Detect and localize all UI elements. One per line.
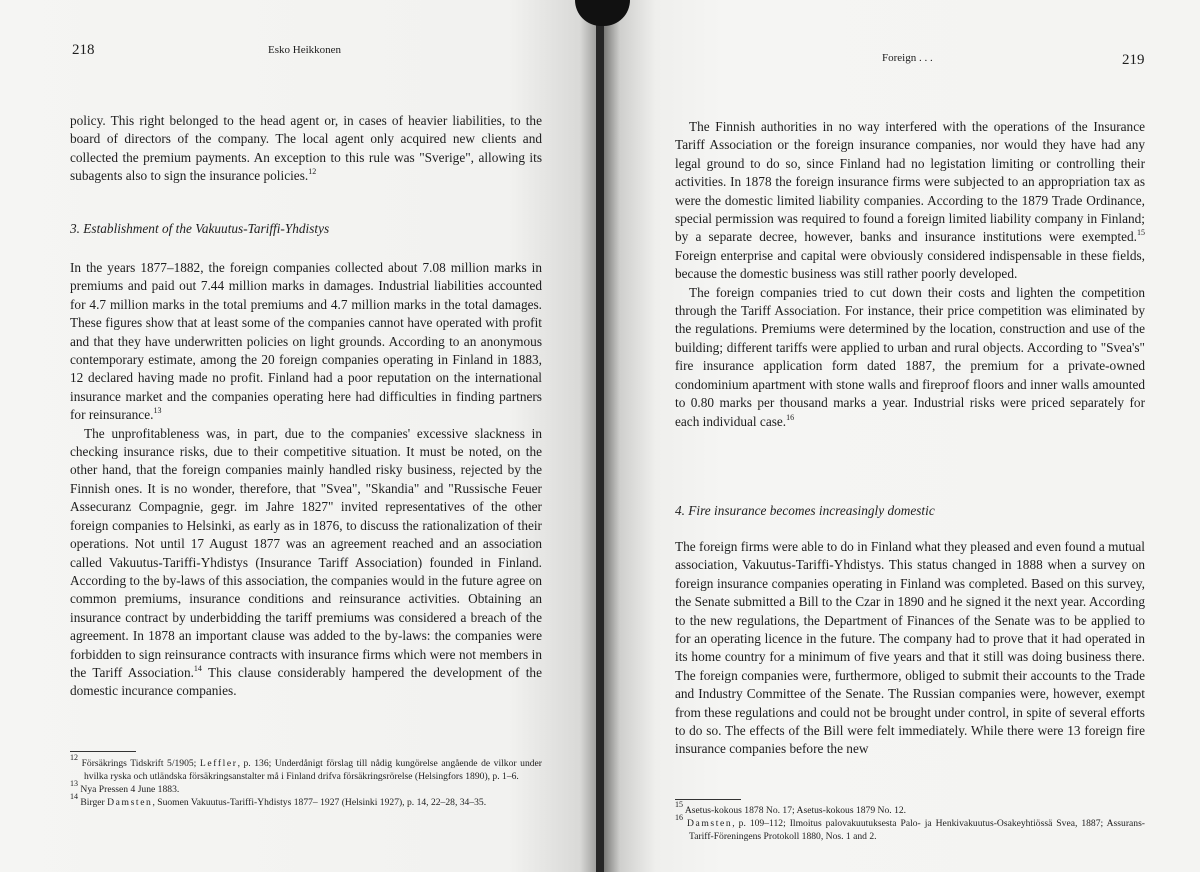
page-number-left: 218 [72, 42, 95, 58]
footnote-14: $^{14}$ Birger Damsten, Suomen Vakuutus-Tariffi-Yhdistys 1877– 1927 (Helsinki 1927), p. 14, 22–28, 34–35. [70, 792, 487, 808]
running-head-short: Foreign . . . [882, 52, 933, 64]
footnote-16: $^{16}$ Damsten, p. 109–112; Ilmoitus palovakuutuksesta Palo- ja Henkivakuutus-Osakeyhtiössä Svea, 1887; Assurans-Tariff-Föreningens Protokoll 1880, Nos. 1 and 2. [675, 813, 1146, 842]
paragraph-domestic: The foreign firms were able to do in Finland what they pleased and even found a mutual association, Vakuutus-Tariffi-Yhdistys. This status changed in 1888 when a survey on foreign insurance companies operating in Finland was completed. Based on this survey, the Senate submitted a Bill to the Czar in 1890 and he signed it the next year. According to the new regulations, the Department of Finances of the Senate was to be applied to for an operating licence in the future. The company had to prove that it had operated in its home country for a minimum of five years and that it still was doing business there. The foreign companies were, furthermore, obliged to submit their accounts to the Trade and Industry Committee of the Senate. The Russian companies were, however, exempt from these regulations and could not be brought under control, in spite of several efforts to do so. The effects of the Bill were felt immediately. While there were 13 foreign fire insurance companies before the new [675, 539, 1145, 757]
right-page [602, 0, 1200, 872]
left-body-intro [70, 112, 542, 186]
footnote-ref-16: 16 [786, 412, 795, 422]
footnote-ref-13: 13 [153, 406, 162, 416]
running-head-author: Esko Heikkonen [268, 44, 342, 56]
footnote-ref-12: 12 [308, 167, 317, 177]
paragraph-1: In the years 1877–1882, the foreign companies collected about 7.08 million marks in premiums and paid out 7.44 million marks in damages. Industrial liabilities accounted for 4.7 million marks in the total premiums and 4.7 million marks in the total damages. These figures show that at least some of the companies cannot have operated with profit and that they have underwritten policies on light grounds. According to an anonymous contemporary estimate, among the 20 foreign companies operating in Finland in 1883, 12 declared having made no profit. Finland had a poor reputation on the international insurance market and the companies operating here had difficulties in finding partners for reinsurance.$^{13}$ [70, 260, 542, 423]
footnote-ref-15: 15 [1137, 228, 1145, 238]
book-gutter [596, 0, 604, 872]
footnote-15: $^{15}$ Asetus-kokous 1878 No. 17; Asetus-kokous 1879 No. 12. [675, 800, 907, 816]
page-number-right: 219 [1122, 52, 1145, 68]
right-body-main [675, 538, 1145, 759]
footnote-13: $^{13}$ Nya Pressen 4 June 1883. [70, 779, 180, 795]
right-section-heading [675, 502, 1145, 520]
paragraph-intro: policy. This right belonged to the head agent or, in cases of heavier liabilities, to the board of directors of the company. The local agent only acquired new clients and collected the premium payments. An exception to this rule was "Sverige", allowing its subagents also to sign the insurance policies.$^{12}$ [70, 113, 542, 184]
footnotes-right [675, 800, 1146, 843]
footnotes-left [70, 753, 542, 809]
footnote-12: $^{12}$ Försäkrings Tidskrift 5/1905; Leffler, p. 136; Underdånigt förslag till nådig kungörelse angående de vilkor under hvilka ryska och utländska försäkringsanstalter må i Finland drifva försäkringsrörelse (Helsingfors 1890), p. 1–6. [70, 753, 542, 782]
right-body-top [675, 118, 1145, 431]
footnote-rule-right [675, 799, 741, 800]
left-page [0, 0, 598, 872]
section-heading-3: 3. Establishment of the Vakuutus-Tariffi-Yhdistys [70, 221, 330, 236]
footnote-ref-14: 14 [193, 663, 202, 673]
paragraph-tariff: The foreign companies tried to cut down their costs and lighten the competition through the Tariff Association. For instance, their price competition was eliminated by the regulations. Premiums were determined by the location, construction and use of the building; different tariffs were applied to urban and rural objects. According to "Svea's" fire insurance application form dated 1887, the premium for a private-owned condominium apartment with stone walls and fireproof floors and inner walls amounted to 0.80 marks per thousand marks a year. Industrial risks were priced separately for each individual case.$^{16}$ [675, 284, 1145, 429]
left-body-main [70, 259, 542, 701]
paragraph-authorities: The Finnish authorities in no way interfered with the operations of the Insurance Tariff Association or the foreign insurance companies, nor would they have had any legal ground to do so, since Finland had no legistation limiting or controlling their activities. In 1878 the foreign insurance firms were subjected to an appropriation tax as were the domestic limited liability companies. According to the 1879 Trade Ordinance, special permission was required to found a foreign limited liability company in Finland; by a separate decree, however, banks and insurance institutions were exempted.$^{15}$ Foreign enterprise and capital were obviously considered indispensable in these fields, because the domestic business was still rather poorly developed. [675, 119, 1145, 282]
section-heading-4: 4. Fire insurance becomes increasingly domestic [675, 503, 935, 518]
left-section-heading [70, 220, 542, 238]
paragraph-2: The unprofitableness was, in part, due to the companies' excessive slackness in checking insurance risks, due to their competitive situation. It must be noted, on the other hand, that the foreign companies mainly handled risky business, rejected by the Finnish ones. It is no wonder, therefore, that "Svea", "Skandia" and "Russische Feuer Assecuranz Compagnie, gegr. im Jahre 1827" invited representatives of the other foreign companies to Helsinki, as early as in 1876, to discuss the rationalization of their operations. Not until 17 August 1877 was an agreement reached and an association called Vakuutus-Tariffi-Yhdistys (Insurance Tariff Association) founded in Finland. According to the by-laws of this association, the companies would in the future agree on common premiums, insurance conditions and reinsurance activities. Obtaining an insurance contract by underbidding the tariff premiums was considered a breach of the agreement. In 1878 an important clause was added to the by-laws: the companies were forbidden to sign reinsurance contracts with insurance firms which were not members in the Tariff Association.$^{14}$ This clause considerably hampered the development of the domestic incurance companies. [70, 425, 542, 699]
footnote-rule-left [70, 751, 136, 752]
